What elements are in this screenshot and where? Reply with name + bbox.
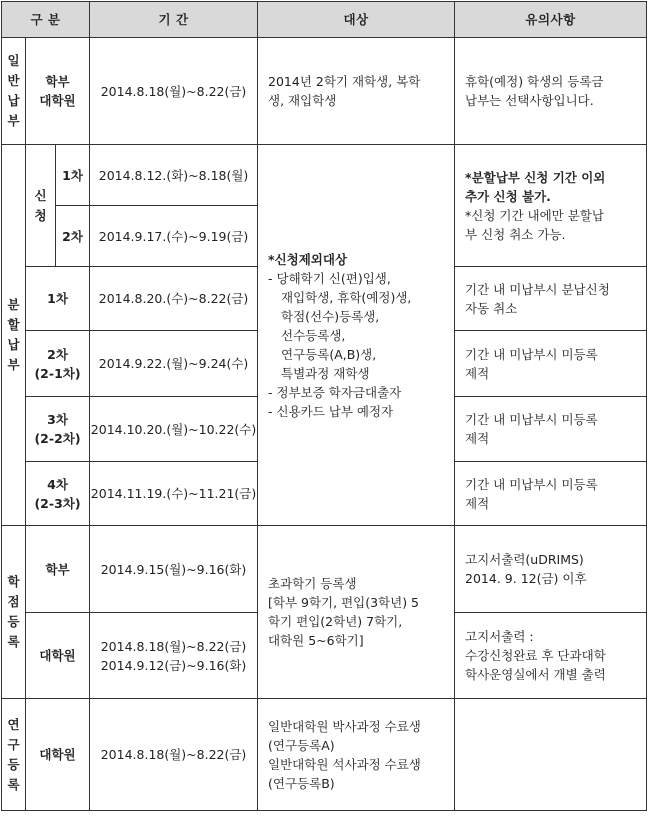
installment-sub-3: 1차	[26, 267, 90, 331]
credit-period-1: 2014.9.15(월)~9.16(화)	[90, 526, 258, 613]
research-notes	[455, 699, 647, 811]
credit-row-1	[2, 526, 647, 613]
installment-sub-2: 2차	[56, 206, 90, 267]
installment-period-4: 2014.9.22.(월)~9.24(수)	[90, 331, 258, 397]
installment-sub-5: 3차 (2-2차)	[26, 397, 90, 462]
research-sub: 대학원	[26, 699, 90, 811]
installment-row-1	[2, 145, 647, 206]
installment-target: *신청제외대상 - 당해학기 신(편)입생, 재입학생, 휴학(예정)생, 학점(선수)등록생, 선수등록생, 연구등록(A,B)생, 특별과정 재학생 - 정부보증 학자금대출자 - 신용카드 납부 예정자	[258, 145, 455, 526]
registration-schedule	[1, 1, 646, 816]
credit-label: 학 점 등 록	[2, 526, 26, 699]
general-row	[2, 38, 647, 145]
header-period: 기 간	[90, 2, 258, 38]
schedule-table	[1, 1, 647, 811]
installment-period-3: 2014.8.20.(수)~8.22(금)	[90, 267, 258, 331]
installment-notes-5: 기간 내 미납부시 미등록 제적	[455, 397, 647, 462]
installment-notes-6: 기간 내 미납부시 미등록 제적	[455, 462, 647, 526]
general-sub: 학부 대학원	[26, 38, 90, 145]
installment-period-1: 2014.8.12.(화)~8.18(월)	[90, 145, 258, 206]
installment-apply-label: 신 청	[26, 145, 56, 267]
general-notes: 휴학(예정) 학생의 등록금 납부는 선택사항입니다.	[455, 38, 647, 145]
credit-target: 초과학기 등록생 [학부 9학기, 편입(3학년) 5 학기 편입(2학년) 7학기, 대학원 5~6학기]	[258, 526, 455, 699]
research-period: 2014.8.18(월)~8.22(금)	[90, 699, 258, 811]
installment-period-6: 2014.11.19.(수)~11.21(금)	[90, 462, 258, 526]
header-notes: 유의사항	[455, 2, 647, 38]
installment-notes-3: 기간 내 미납부시 분납신청 자동 취소	[455, 267, 647, 331]
header-target: 대상	[258, 2, 455, 38]
installment-period-5: 2014.10.20.(월)~10.22(수)	[90, 397, 258, 462]
installment-sub-4: 2차 (2-1차)	[26, 331, 90, 397]
installment-sub-6: 4차 (2-3차)	[26, 462, 90, 526]
installment-apply-notes: *분할납부 신청 기간 이외 추가 신청 불가. *신청 기간 내에만 분할납 부 신청 취소 가능.	[455, 145, 647, 267]
research-row	[2, 699, 647, 811]
general-period: 2014.8.18(월)~8.22(금)	[90, 38, 258, 145]
installment-period-2: 2014.9.17.(수)~9.19(금)	[90, 206, 258, 267]
installment-label: 분 할 납 부	[2, 145, 26, 526]
installment-sub-1: 1차	[56, 145, 90, 206]
credit-sub-2: 대학원	[26, 613, 90, 699]
credit-sub-1: 학부	[26, 526, 90, 613]
research-label: 연 구 등 록	[2, 699, 26, 811]
general-label: 일 반 납 부	[2, 38, 26, 145]
header-category: 구 분	[2, 2, 90, 38]
installment-notes-4: 기간 내 미납부시 미등록 제적	[455, 331, 647, 397]
credit-notes-1: 고지서출력(uDRIMS) 2014. 9. 12(금) 이후	[455, 526, 647, 613]
credit-notes-2: 고지서출력 : 수강신청완료 후 단과대학 학사운영실에서 개별 출력	[455, 613, 647, 699]
header-row	[2, 2, 647, 38]
general-target: 2014년 2학기 재학생, 복학 생, 재입학생	[258, 38, 455, 145]
credit-period-2: 2014.8.18(월)~8.22(금) 2014.9.12(금)~9.16(화)	[90, 613, 258, 699]
research-target: 일반대학원 박사과정 수료생 (연구등록A) 일반대학원 석사과정 수료생 (연구등록B)	[258, 699, 455, 811]
